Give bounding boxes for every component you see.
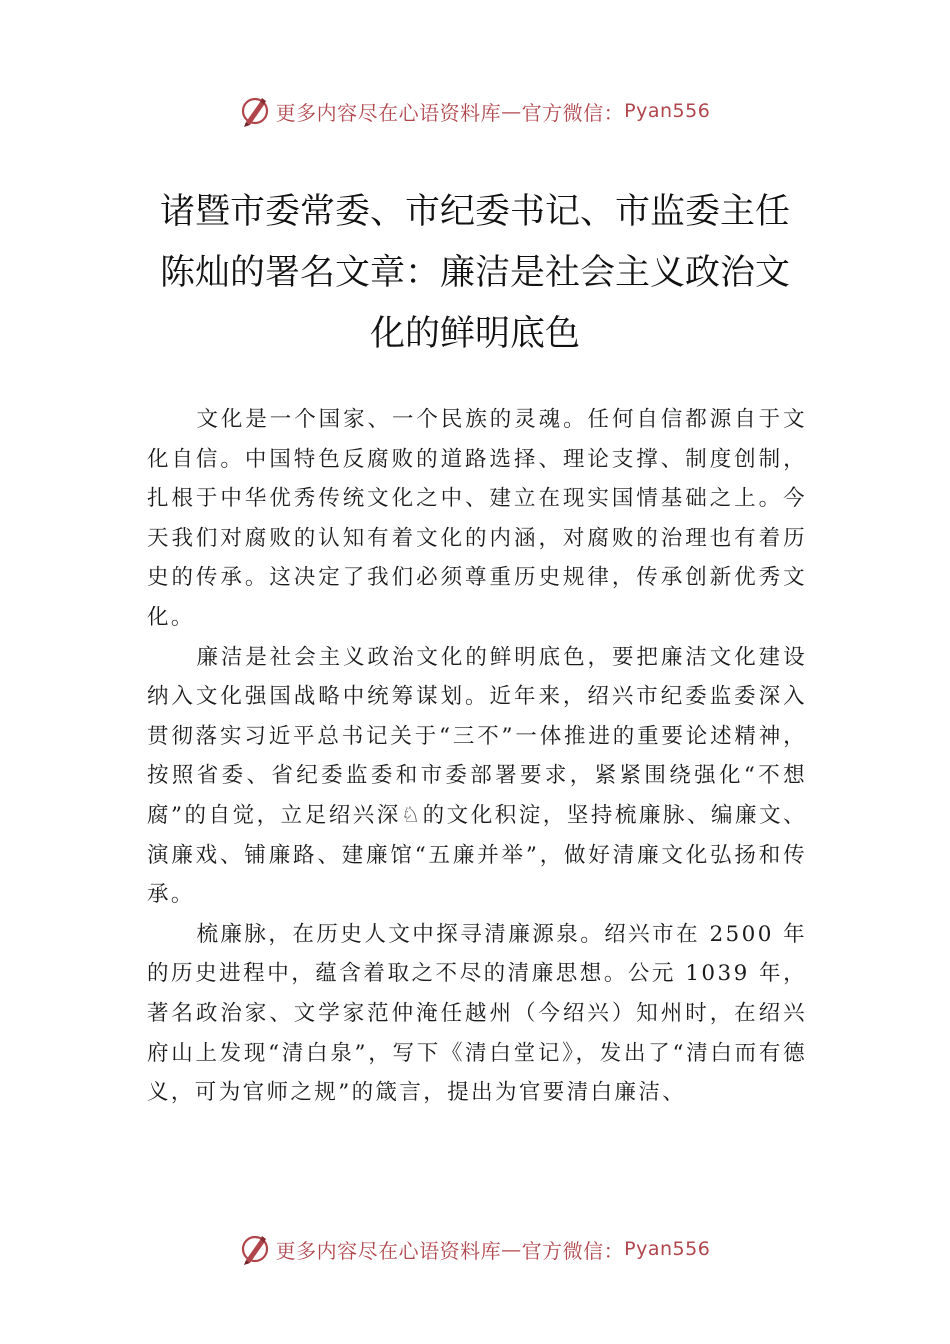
paragraph-2: 廉洁是社会主义政治文化的鲜明底色，要把廉洁文化建设纳入文化强国战略中统筹谋划。近年来，绍兴市纪委监委深入贯彻落实习近平总书记关于“三不”一体推进的重要论述精神，按照省委、省纪委监委和市委部署要求，紧紧围绕强化“不想腐”的自觉，立足绍兴深♘的文化积淀，坚持梳廉脉、编廉文、演廉戏、铺廉路、建廉馆“五廉并举”，做好清廉文化弘扬和传承。 bbox=[147, 644, 807, 908]
watermark-separator: — bbox=[501, 99, 522, 123]
watermark-wechat-label: 官方微信： bbox=[521, 100, 625, 125]
watermark-wechat-id: Pyan556 bbox=[624, 100, 711, 122]
pen-logo-icon bbox=[240, 94, 270, 128]
article-body bbox=[147, 400, 807, 1113]
pen-logo-icon bbox=[240, 1232, 270, 1266]
watermark-text: 更多内容尽在心语资料库 bbox=[275, 1238, 502, 1263]
title-line-2: 陈灿的署名文章：廉洁是社会主义政治文 bbox=[159, 253, 790, 293]
watermark-separator: — bbox=[501, 1237, 522, 1261]
article-title bbox=[130, 182, 820, 365]
paragraph-3: 梳廉脉，在历史人文中探寻清廉源泉。绍兴市在 2500 年的历史进程中，蕴含着取之不尽的清廉思想。公元 1039 年，著名政治家、文学家范仲淹任越州（今绍兴）知州时，在绍兴府山上发现“清白泉”，写下《清白堂记》，发出了“清白而有德义，可为官师之规”的箴言，提出为官要清白廉洁、 bbox=[147, 921, 807, 1106]
watermark-header bbox=[0, 94, 950, 128]
title-line-1: 诸暨市委常委、市纪委书记、市监委主任 bbox=[159, 192, 790, 232]
paragraph-1: 文化是一个国家、一个民族的灵魂。任何自信都源自于文化自信。中国特色反腐败的道路选择、理论支撑、制度创制，扎根于中华优秀传统文化之中、建立在现实国情基础之上。今天我们对腐败的认知有着文化的内涵，对腐败的治理也有着历史的传承。这决定了我们必须尊重历史规律，传承创新优秀文化。 bbox=[147, 407, 807, 630]
watermark-wechat-id: Pyan556 bbox=[624, 1238, 711, 1260]
watermark-footer bbox=[0, 1232, 950, 1266]
title-line-3: 化的鲜明底色 bbox=[369, 314, 580, 354]
watermark-wechat-label: 官方微信： bbox=[521, 1238, 625, 1263]
watermark-text: 更多内容尽在心语资料库 bbox=[275, 100, 502, 125]
